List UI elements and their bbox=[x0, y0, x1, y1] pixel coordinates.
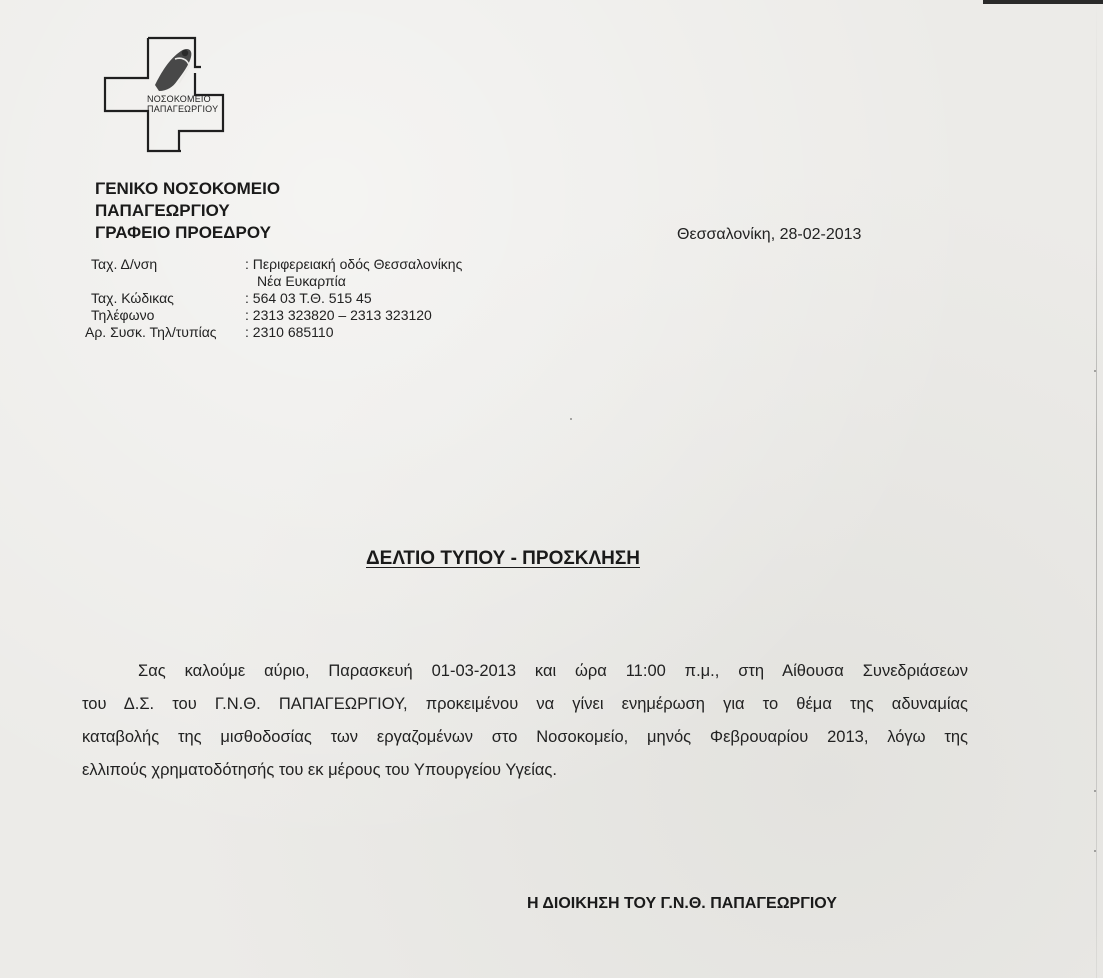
scan-speck bbox=[1094, 370, 1096, 372]
scan-speck bbox=[570, 418, 572, 420]
scan-speck bbox=[1094, 850, 1096, 852]
phone-value: : 2313 323820 – 2313 323120 bbox=[245, 307, 432, 323]
body-line-2: του Δ.Σ. του Γ.Ν.Θ. ΠΑΠΑΓΕΩΡΓΙΟΥ, προκειμένου να γίνει ενημέρωση για το θέμα της αδυναμίας bbox=[82, 695, 968, 713]
document-heading: ΔΕΛΤΙΟ ΤΥΠΟΥ - ΠΡΟΣΚΛΗΣΗ bbox=[366, 548, 640, 569]
phone-label: Τηλέφωνο bbox=[91, 307, 155, 323]
fax-value: : 2310 685110 bbox=[245, 324, 334, 340]
page-edge-rule bbox=[983, 0, 1103, 4]
signature: Η ΔΙΟΙΚΗΣΗ ΤΟΥ Γ.Ν.Θ. ΠΑΠΑΓΕΩΡΓΙΟΥ bbox=[527, 895, 837, 912]
body-line-4: ελλιπούς χρηματοδότησής του εκ μέρους του Υπουργείου Υγείας. bbox=[82, 761, 557, 779]
address-value: : Περιφερειακή οδός Θεσσαλονίκης bbox=[245, 256, 463, 272]
scan-speck bbox=[1094, 790, 1096, 792]
date-line: Θεσσαλονίκη, 28-02-2013 bbox=[677, 226, 862, 243]
body-line-1: Σας καλούμε αύριο, Παρασκευή 01-03-2013 και ώρα 11:00 π.μ., στη Αίθουσα Συνεδριάσεων bbox=[138, 662, 968, 680]
fax-label: Αρ. Συσκ. Τηλ/τυπίας bbox=[85, 324, 217, 340]
organization-header bbox=[95, 178, 280, 244]
body-line-3: καταβολής της μισθοδοσίας των εργαζομένων στο Νοσοκομείο, μηνός Φεβρουαρίου 2013, λόγω της bbox=[82, 728, 968, 746]
logo-line-1: ΝΟΣΟΚΟΜΕΙΟ bbox=[147, 94, 211, 104]
org-line-2: ΠΑΠΑΓΕΩΡΓΙΟΥ bbox=[95, 201, 230, 220]
postal-value: : 564 03 Τ.Θ. 515 45 bbox=[245, 290, 372, 306]
address-value-2: Νέα Ευκαρπία bbox=[257, 273, 346, 289]
org-line-3: ΓΡΑΦΕΙΟ ΠΡΟΕΔΡΟΥ bbox=[95, 223, 271, 242]
logo-line-2: ΠΑΠΑΓΕΩΡΓΙΟΥ bbox=[147, 104, 219, 114]
body-paragraph bbox=[82, 662, 968, 794]
postal-label: Ταχ. Κώδικας bbox=[91, 290, 174, 306]
logo-text bbox=[147, 94, 218, 114]
hospital-logo bbox=[103, 33, 243, 158]
page-edge-shadow bbox=[1096, 0, 1097, 978]
org-line-1: ΓΕΝΙΚΟ ΝΟΣΟΚΟΜΕΙΟ bbox=[95, 179, 281, 198]
address-label: Ταχ. Δ/νση bbox=[91, 256, 158, 272]
